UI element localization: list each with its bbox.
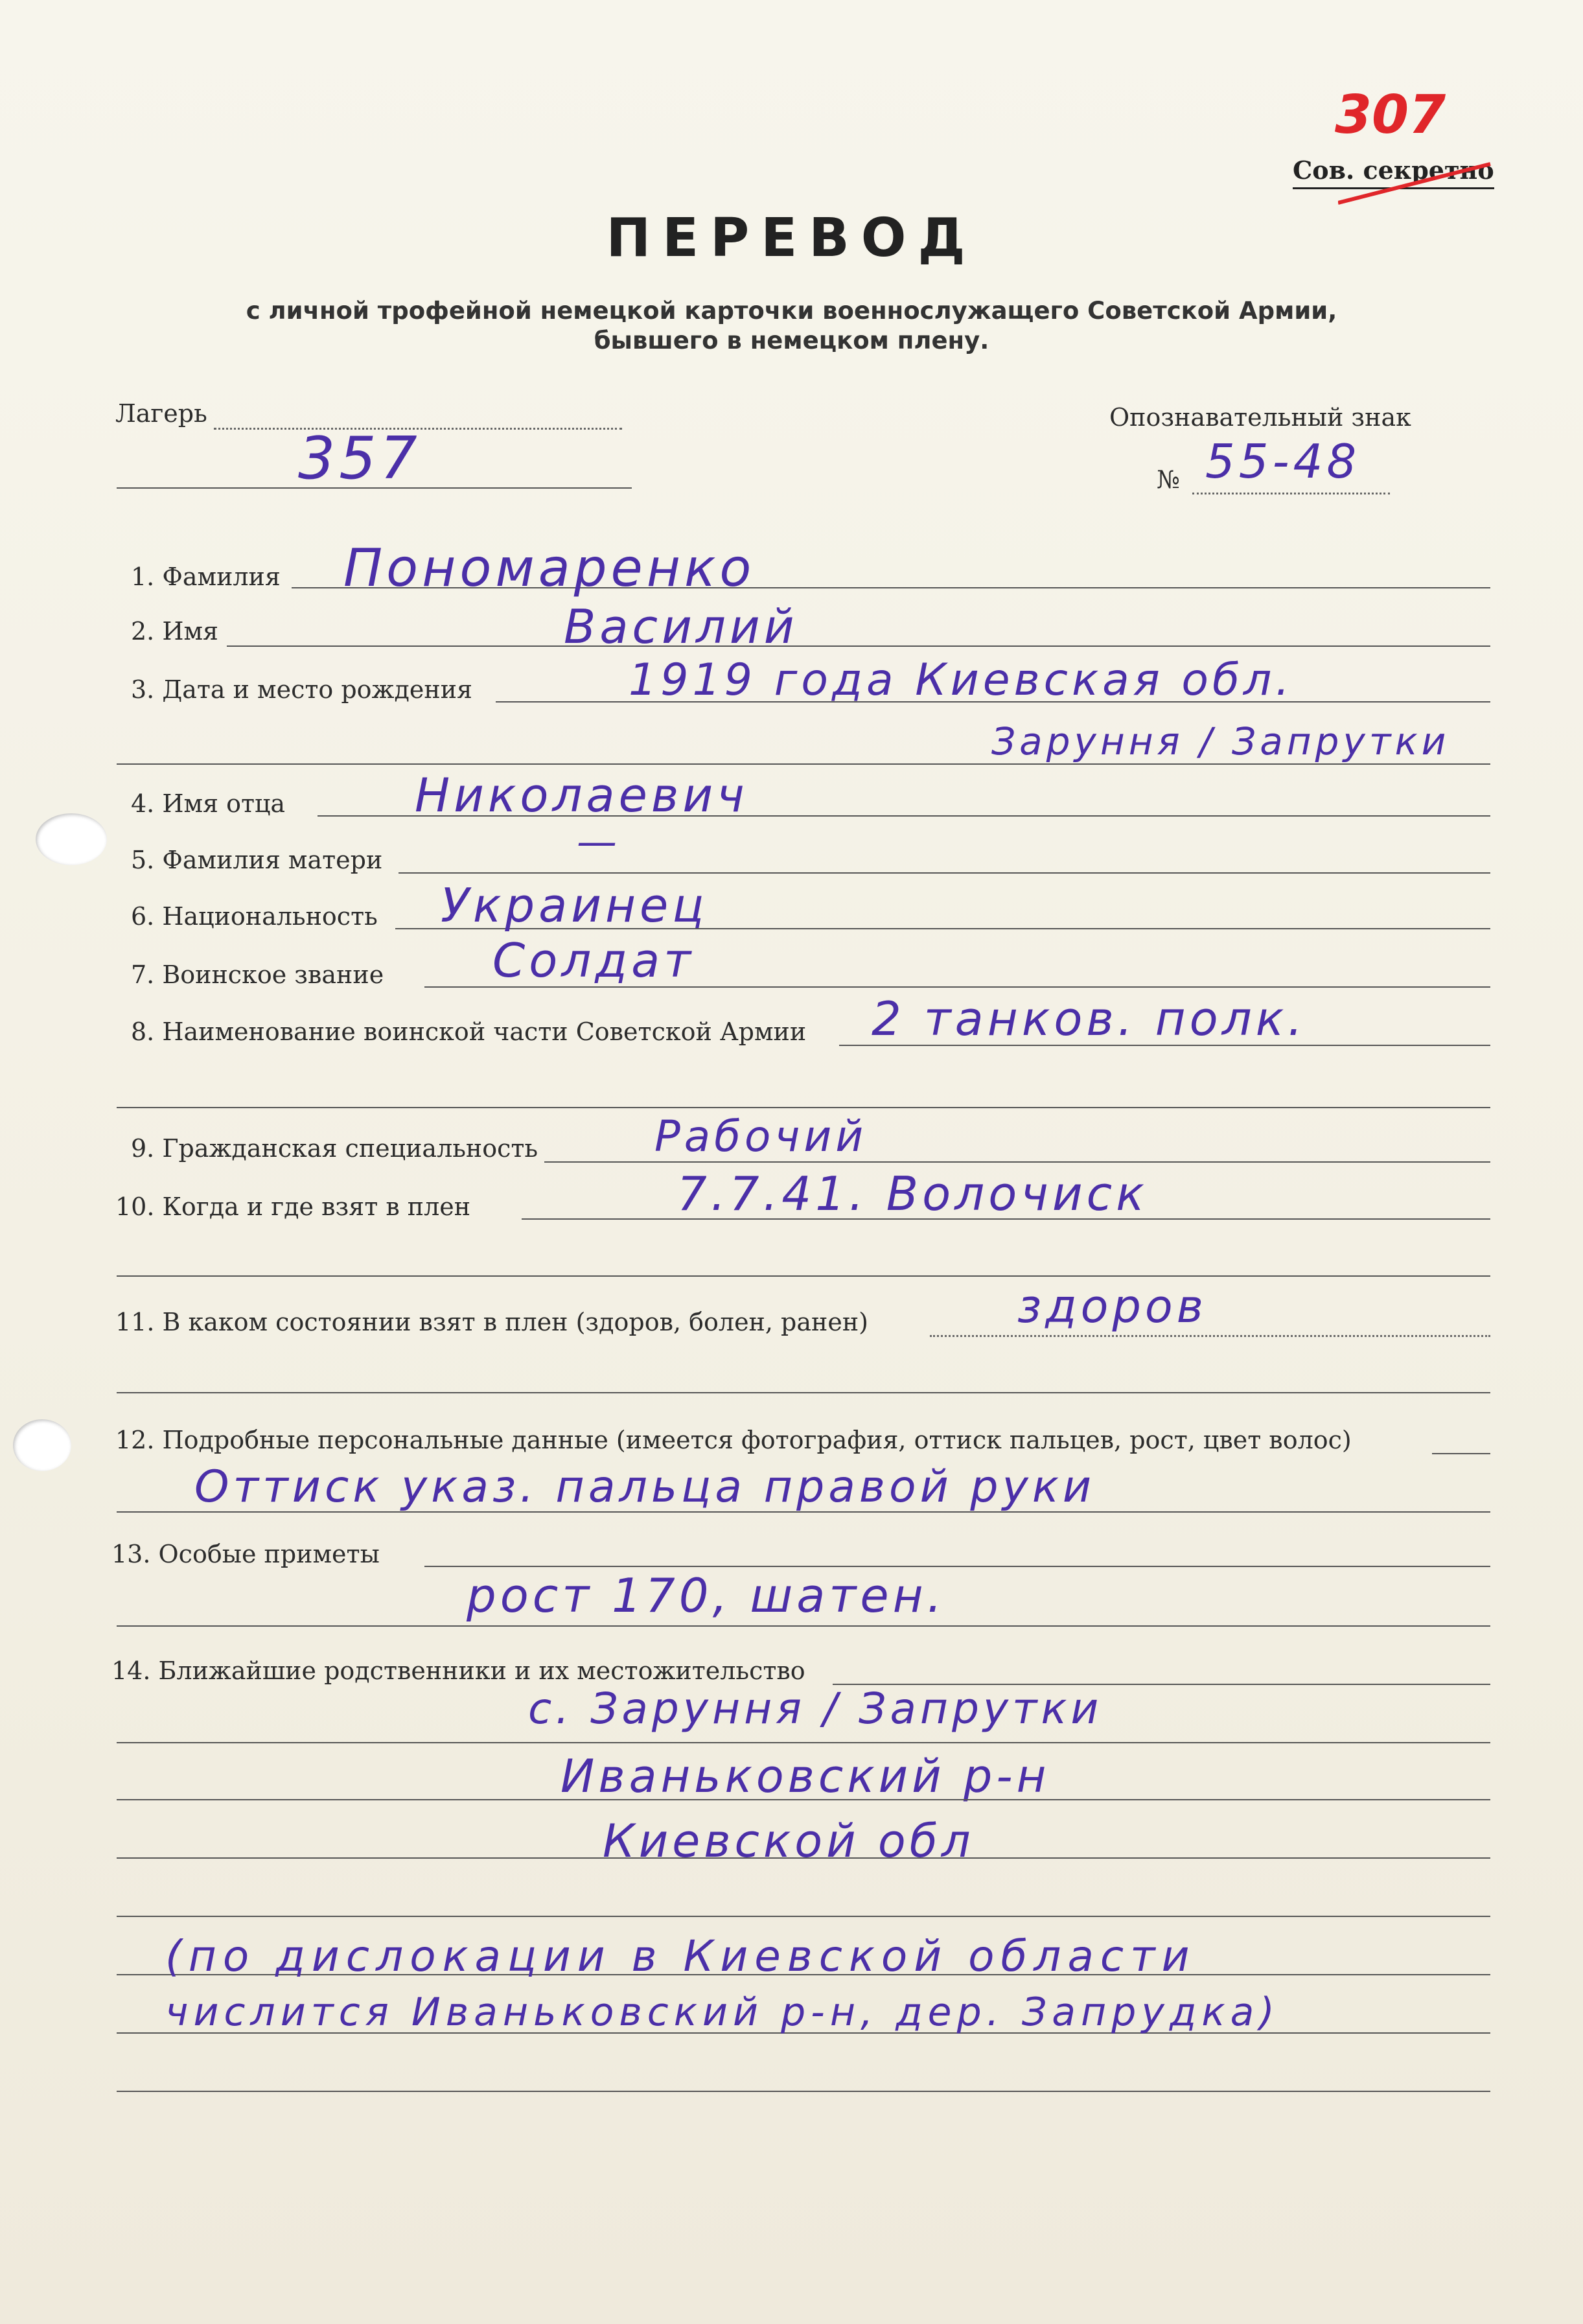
field-14-line2 — [117, 1742, 1490, 1743]
field-9-label: 9. Гражданская специальность — [131, 1134, 538, 1163]
field-12-value: Оттиск указ. пальца правой руки — [194, 1461, 1096, 1513]
field-11-dotted-line — [930, 1335, 1490, 1337]
field-6-value: Украинец — [441, 878, 708, 933]
field-14-value-line1: с. Заруння / Запрутки — [528, 1684, 1103, 1734]
field-7-label: 7. Воинское звание — [131, 960, 384, 989]
document-subtitle-line1: с личной трофейной немецкой карточки военнослужащего Советской Армии, — [246, 297, 1337, 325]
document-title: ПЕРЕВОД — [606, 207, 977, 269]
field-3-line2 — [117, 763, 1490, 765]
field-9-line — [544, 1161, 1490, 1163]
field-2-line — [227, 645, 1490, 647]
field-14-label: 14. Ближайшие родственники и их местожительство — [111, 1656, 805, 1685]
field-8-value: 2 танков. полк. — [872, 992, 1307, 1046]
camp-label: Лагерь — [115, 399, 207, 428]
field-7-value: Солдат — [492, 933, 695, 988]
field-6-label: 6. Национальность — [131, 902, 378, 931]
field-3-value2: Заруння / Запрутки — [991, 719, 1450, 763]
punch-hole-top — [36, 813, 107, 865]
field-11-line2 — [117, 1392, 1490, 1393]
field-8-line2 — [117, 1107, 1490, 1108]
id-tag-value: 55-48 — [1205, 434, 1361, 489]
id-tag-dotted-line — [1192, 493, 1390, 494]
field-1-value: Пономаренко — [343, 538, 756, 598]
camp-line — [117, 487, 632, 489]
field-5-label: 5. Фамилия матери — [131, 846, 383, 874]
field-14-line3 — [117, 1799, 1490, 1800]
field-4-label: 4. Имя отца — [131, 789, 286, 818]
field-14-note-line2: числится Иваньковский р-н, дер. Запрудка) — [165, 1990, 1280, 2035]
field-13-value: рост 170, шатен. — [467, 1568, 946, 1623]
field-11-label: 11. В каком состоянии взят в плен (здоров, болен, ранен) — [115, 1308, 868, 1336]
field-13-line2 — [117, 1625, 1490, 1627]
field-3-label: 3. Дата и место рождения — [131, 675, 473, 704]
field-10-value: 7.7.41. Волочиск — [677, 1167, 1148, 1221]
field-9-value: Рабочий — [654, 1111, 868, 1161]
field-12-line — [1432, 1453, 1490, 1454]
camp-value: 357 — [298, 424, 421, 493]
field-14-line5 — [117, 1916, 1490, 1917]
field-13-label: 13. Особые приметы — [111, 1540, 380, 1568]
archive-number: 307 — [1335, 84, 1446, 146]
id-tag-label: Опознавательный знак — [1109, 403, 1411, 432]
punch-hole-bottom — [13, 1419, 71, 1471]
field-11-value: здоров — [1017, 1280, 1207, 1333]
field-8-label: 8. Наименование воинской части Советской Армии — [131, 1017, 807, 1046]
field-5-line — [399, 872, 1490, 874]
field-14-value-line3: Киевской обл — [603, 1815, 975, 1868]
field-12-line2 — [117, 1511, 1490, 1513]
classification-stamp: Сов. секретно — [1293, 156, 1494, 189]
id-tag-prefix: № — [1157, 465, 1180, 494]
field-10-line2 — [117, 1275, 1490, 1277]
field-14-note-line1: (по дислокации в Киевской области — [165, 1931, 1196, 1981]
field-13-line — [424, 1566, 1490, 1567]
field-4-value: Николаевич — [415, 768, 748, 822]
field-12-label: 12. Подробные персональные данные (имеется фотография, оттиск пальцев, рост, цвет волос) — [115, 1426, 1352, 1454]
classification-strike — [1338, 161, 1494, 206]
field-2-label: 2. Имя — [131, 617, 219, 645]
field-14-value-line2: Иваньковский р-н — [560, 1750, 1050, 1803]
field-14-line8 — [117, 2091, 1490, 2092]
field-2-value: Василий — [564, 599, 798, 654]
field-5-value: — — [577, 818, 621, 865]
field-10-label: 10. Когда и где взят в плен — [115, 1192, 471, 1221]
field-14-line4 — [117, 1857, 1490, 1859]
document-subtitle-line2: бывшего в немецком плену. — [594, 327, 989, 354]
field-1-label: 1. Фамилия — [131, 563, 281, 591]
field-3-value: 1919 года Киевская обл. — [629, 655, 1293, 706]
